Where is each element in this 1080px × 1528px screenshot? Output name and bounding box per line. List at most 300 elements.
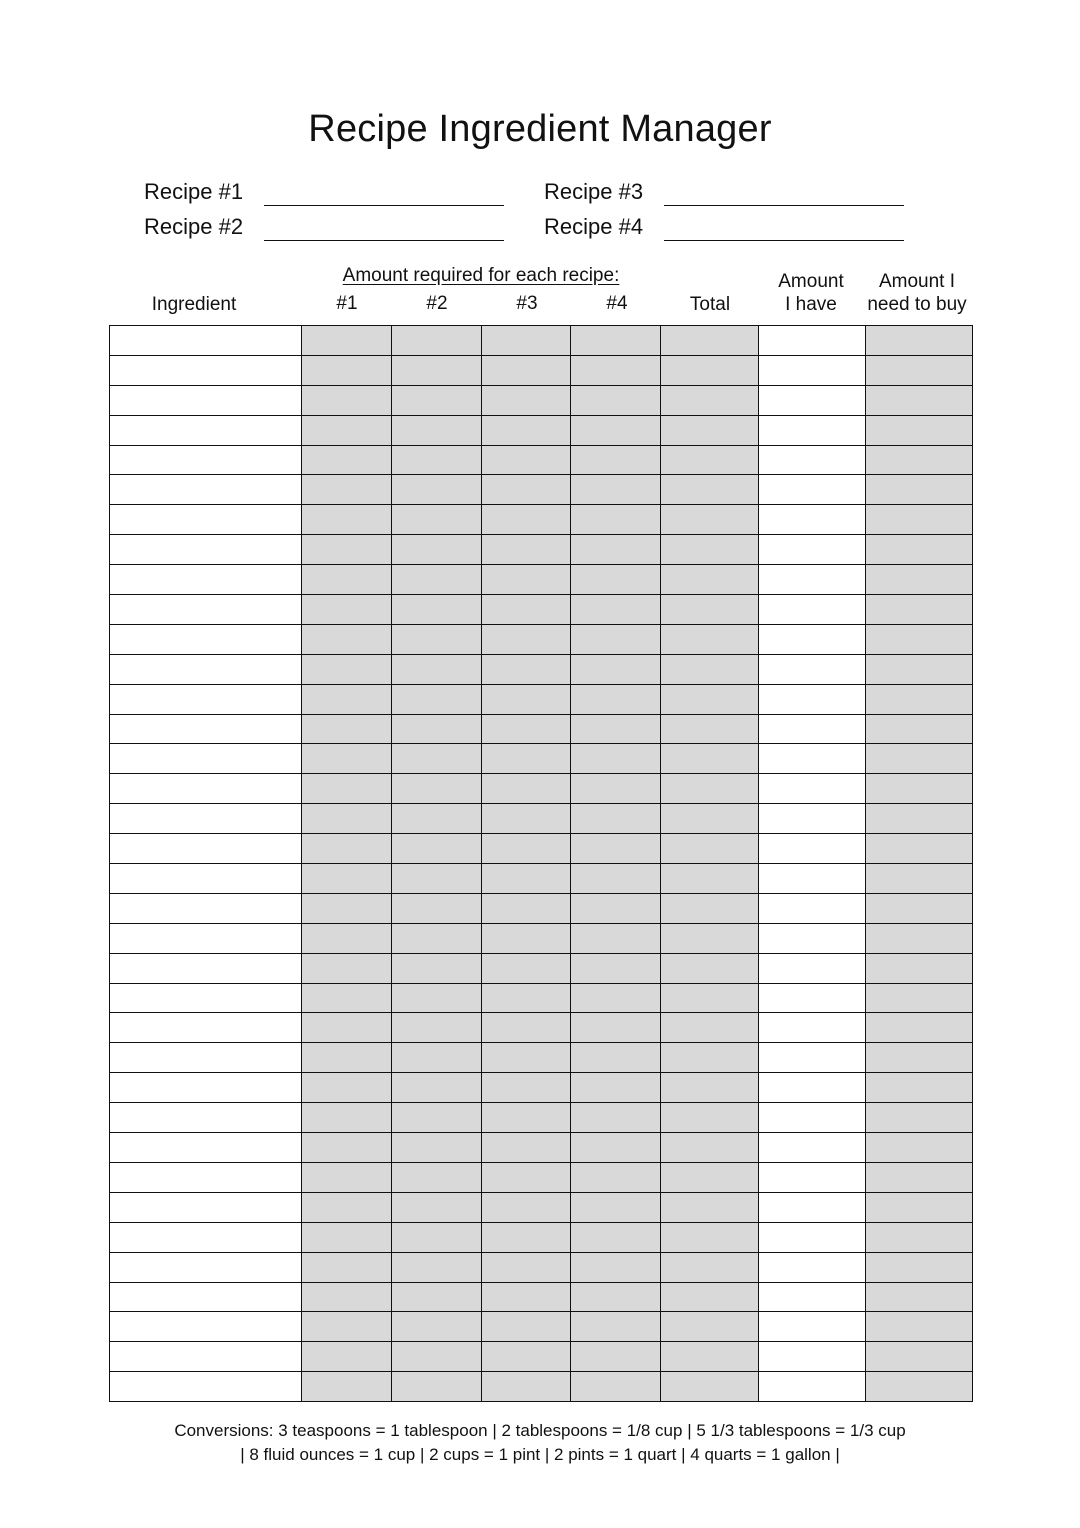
amount-to-buy-cell[interactable] (866, 385, 973, 415)
total-cell[interactable] (661, 774, 759, 804)
recipe-3-amount-cell[interactable] (482, 595, 571, 625)
total-cell[interactable] (661, 864, 759, 894)
total-cell[interactable] (661, 654, 759, 684)
amount-to-buy-cell[interactable] (866, 565, 973, 595)
recipe-3-field[interactable] (544, 172, 904, 206)
ingredient-cell[interactable] (110, 1043, 302, 1073)
recipe-1-amount-cell[interactable] (302, 1043, 392, 1073)
recipe-1-amount-cell[interactable] (302, 923, 392, 953)
recipe-1-amount-cell[interactable] (302, 385, 392, 415)
amount-to-buy-cell[interactable] (866, 1133, 973, 1163)
recipe-2-amount-cell[interactable] (392, 535, 482, 565)
recipe-1-amount-cell[interactable] (302, 1252, 392, 1282)
recipe-4-amount-cell[interactable] (571, 1282, 661, 1312)
amount-to-buy-cell[interactable] (866, 624, 973, 654)
amount-to-buy-cell[interactable] (866, 804, 973, 834)
recipe-2-amount-cell[interactable] (392, 415, 482, 445)
recipe-3-amount-cell[interactable] (482, 445, 571, 475)
recipe-1-amount-cell[interactable] (302, 654, 392, 684)
total-cell[interactable] (661, 1162, 759, 1192)
ingredient-cell[interactable] (110, 1192, 302, 1222)
recipe-1-amount-cell[interactable] (302, 1192, 392, 1222)
amount-to-buy-cell[interactable] (866, 1372, 973, 1402)
recipe-4-amount-cell[interactable] (571, 654, 661, 684)
total-cell[interactable] (661, 714, 759, 744)
recipe-4-amount-cell[interactable] (571, 774, 661, 804)
recipe-4-amount-cell[interactable] (571, 953, 661, 983)
amount-to-buy-cell[interactable] (866, 774, 973, 804)
recipe-2-amount-cell[interactable] (392, 953, 482, 983)
ingredient-cell[interactable] (110, 1073, 302, 1103)
amount-i-have-cell[interactable] (759, 1312, 866, 1342)
amount-to-buy-cell[interactable] (866, 654, 973, 684)
total-cell[interactable] (661, 1043, 759, 1073)
recipe-1-amount-cell[interactable] (302, 953, 392, 983)
recipe-1-amount-cell[interactable] (302, 475, 392, 505)
recipe-4-amount-cell[interactable] (571, 505, 661, 535)
recipe-1-amount-cell[interactable] (302, 1103, 392, 1133)
recipe-2-amount-cell[interactable] (392, 774, 482, 804)
total-cell[interactable] (661, 565, 759, 595)
recipe-2-amount-cell[interactable] (392, 1043, 482, 1073)
amount-to-buy-cell[interactable] (866, 1073, 973, 1103)
amount-to-buy-column-header (864, 270, 970, 316)
recipe-4-amount-cell[interactable] (571, 893, 661, 923)
amount-i-have-cell[interactable] (759, 415, 866, 445)
recipe-2-field[interactable] (144, 207, 504, 241)
amount-i-have-cell[interactable] (759, 505, 866, 535)
recipe-2-amount-cell[interactable] (392, 744, 482, 774)
recipe-3-amount-cell[interactable] (482, 1103, 571, 1133)
recipe-4-amount-cell[interactable] (571, 1043, 661, 1073)
recipe-1-amount-cell[interactable] (302, 1312, 392, 1342)
total-cell[interactable] (661, 1013, 759, 1043)
recipe-3-amount-cell[interactable] (482, 774, 571, 804)
amount-i-have-cell[interactable] (759, 475, 866, 505)
total-cell[interactable] (661, 1282, 759, 1312)
recipe-4-amount-cell[interactable] (571, 595, 661, 625)
recipe-2-amount-cell[interactable] (392, 565, 482, 595)
recipe-3-amount-cell[interactable] (482, 415, 571, 445)
total-cell[interactable] (661, 415, 759, 445)
recipe-3-amount-cell[interactable] (482, 1222, 571, 1252)
amount-to-buy-cell[interactable] (866, 1222, 973, 1252)
recipe-2-amount-cell[interactable] (392, 684, 482, 714)
amount-to-buy-cell[interactable] (866, 983, 973, 1013)
recipe-3-amount-cell[interactable] (482, 1372, 571, 1402)
recipe-3-amount-cell[interactable] (482, 1013, 571, 1043)
recipe-3-blank[interactable] (664, 178, 904, 206)
recipe-2-amount-cell[interactable] (392, 893, 482, 923)
recipe-4-amount-cell[interactable] (571, 1342, 661, 1372)
recipe-3-amount-cell[interactable] (482, 1043, 571, 1073)
recipe-4-amount-cell[interactable] (571, 355, 661, 385)
recipe-1-amount-cell[interactable] (302, 445, 392, 475)
amount-to-buy-cell[interactable] (866, 1342, 973, 1372)
amount-i-have-cell[interactable] (759, 654, 866, 684)
ingredient-cell[interactable] (110, 1372, 302, 1402)
recipe-3-amount-cell[interactable] (482, 565, 571, 595)
total-cell[interactable] (661, 445, 759, 475)
total-cell[interactable] (661, 624, 759, 654)
recipe-3-amount-cell[interactable] (482, 1162, 571, 1192)
recipe-2-amount-cell[interactable] (392, 864, 482, 894)
recipe-3-amount-cell[interactable] (482, 923, 571, 953)
amount-i-have-cell[interactable] (759, 1073, 866, 1103)
recipe-3-amount-cell[interactable] (482, 893, 571, 923)
ingredient-cell[interactable] (110, 1013, 302, 1043)
amount-i-have-cell[interactable] (759, 804, 866, 834)
ingredient-cell[interactable] (110, 505, 302, 535)
amount-i-have-cell[interactable] (759, 1342, 866, 1372)
recipe-2-amount-cell[interactable] (392, 1162, 482, 1192)
recipe-2-amount-cell[interactable] (392, 804, 482, 834)
recipe-1-amount-cell[interactable] (302, 714, 392, 744)
total-cell[interactable] (661, 1252, 759, 1282)
recipe-2-amount-cell[interactable] (392, 355, 482, 385)
recipe-1-blank[interactable] (264, 178, 504, 206)
recipe-4-amount-cell[interactable] (571, 804, 661, 834)
amount-to-buy-cell[interactable] (866, 1162, 973, 1192)
amount-to-buy-cell[interactable] (866, 953, 973, 983)
ingredient-cell[interactable] (110, 1133, 302, 1163)
amount-to-buy-cell[interactable] (866, 445, 973, 475)
recipe-1-amount-cell[interactable] (302, 535, 392, 565)
recipe-1-field[interactable] (144, 172, 504, 206)
recipe-4-amount-cell[interactable] (571, 1162, 661, 1192)
recipe-3-amount-cell[interactable] (482, 1282, 571, 1312)
recipe-4-amount-cell[interactable] (571, 1372, 661, 1402)
amount-to-buy-cell[interactable] (866, 1252, 973, 1282)
recipe-3-amount-cell[interactable] (482, 1133, 571, 1163)
amount-i-have-cell[interactable] (759, 1222, 866, 1252)
total-cell[interactable] (661, 1342, 759, 1372)
total-cell[interactable] (661, 535, 759, 565)
amount-i-have-cell[interactable] (759, 714, 866, 744)
recipe-2-amount-cell[interactable] (392, 1342, 482, 1372)
recipe-3-amount-cell[interactable] (482, 983, 571, 1013)
recipe-1-amount-cell[interactable] (302, 864, 392, 894)
recipe-4-amount-cell[interactable] (571, 864, 661, 894)
ingredient-cell[interactable] (110, 595, 302, 625)
recipe-3-amount-cell[interactable] (482, 864, 571, 894)
recipe-1-amount-cell[interactable] (302, 1073, 392, 1103)
recipe-1-amount-cell[interactable] (302, 1282, 392, 1312)
recipe-4-amount-cell[interactable] (571, 1192, 661, 1222)
recipe-2-amount-cell[interactable] (392, 1103, 482, 1133)
total-cell[interactable] (661, 1073, 759, 1103)
recipe-2-amount-cell[interactable] (392, 1252, 482, 1282)
amount-to-buy-cell[interactable] (866, 1013, 973, 1043)
amount-to-buy-cell[interactable] (866, 834, 973, 864)
recipe-2-amount-cell[interactable] (392, 1013, 482, 1043)
recipe-1-amount-cell[interactable] (302, 1342, 392, 1372)
amount-to-buy-cell[interactable] (866, 893, 973, 923)
recipe-1-amount-cell[interactable] (302, 326, 392, 356)
recipe-4-amount-cell[interactable] (571, 983, 661, 1013)
amount-i-have-cell[interactable] (759, 1282, 866, 1312)
amount-i-have-cell[interactable] (759, 1192, 866, 1222)
recipe-4-amount-cell[interactable] (571, 684, 661, 714)
total-cell[interactable] (661, 475, 759, 505)
total-cell[interactable] (661, 1312, 759, 1342)
total-cell[interactable] (661, 893, 759, 923)
amount-i-have-cell[interactable] (759, 535, 866, 565)
amount-i-have-cell[interactable] (759, 923, 866, 953)
recipe-1-amount-cell[interactable] (302, 505, 392, 535)
recipe-1-amount-cell[interactable] (302, 1133, 392, 1163)
recipe-4-amount-cell[interactable] (571, 475, 661, 505)
amount-i-have-cell[interactable] (759, 774, 866, 804)
recipe-1-amount-cell[interactable] (302, 834, 392, 864)
recipe-2-amount-cell[interactable] (392, 714, 482, 744)
recipe-2-label: Recipe #2 (144, 214, 244, 239)
ingredient-cell[interactable] (110, 744, 302, 774)
amount-i-have-cell[interactable] (759, 1162, 866, 1192)
recipe-1-amount-cell[interactable] (302, 355, 392, 385)
recipe-2-amount-cell[interactable] (392, 624, 482, 654)
amount-i-have-cell[interactable] (759, 1043, 866, 1073)
recipe-3-amount-cell[interactable] (482, 475, 571, 505)
total-cell[interactable] (661, 1103, 759, 1133)
amount-i-have-cell[interactable] (759, 744, 866, 774)
recipe-1-amount-cell[interactable] (302, 415, 392, 445)
recipe-4-amount-cell[interactable] (571, 714, 661, 744)
recipe-4-amount-cell[interactable] (571, 923, 661, 953)
recipe-3-amount-cell[interactable] (482, 385, 571, 415)
recipe-1-amount-cell[interactable] (302, 1013, 392, 1043)
ingredient-cell[interactable] (110, 475, 302, 505)
recipe-3-amount-cell[interactable] (482, 804, 571, 834)
recipe-3-amount-cell[interactable] (482, 624, 571, 654)
ingredient-cell[interactable] (110, 355, 302, 385)
recipe-3-amount-cell[interactable] (482, 1342, 571, 1372)
amount-to-buy-cell[interactable] (866, 595, 973, 625)
recipe-1-amount-cell[interactable] (302, 624, 392, 654)
recipe-2-amount-cell[interactable] (392, 1372, 482, 1402)
recipe-2-amount-cell[interactable] (392, 326, 482, 356)
recipe-4-field[interactable] (544, 207, 904, 241)
recipe-3-amount-cell[interactable] (482, 326, 571, 356)
ingredient-cell[interactable] (110, 385, 302, 415)
recipe-1-amount-cell[interactable] (302, 1372, 392, 1402)
total-cell[interactable] (661, 923, 759, 953)
amount-i-have-cell[interactable] (759, 595, 866, 625)
recipe-3-amount-cell[interactable] (482, 834, 571, 864)
recipe-2-amount-cell[interactable] (392, 834, 482, 864)
amount-i-have-cell[interactable] (759, 355, 866, 385)
ingredient-cell[interactable] (110, 684, 302, 714)
recipe-4-amount-cell[interactable] (571, 1133, 661, 1163)
recipe-2-amount-cell[interactable] (392, 445, 482, 475)
recipe-2-amount-cell[interactable] (392, 505, 482, 535)
ingredient-cell[interactable] (110, 714, 302, 744)
recipe-3-amount-cell[interactable] (482, 355, 571, 385)
recipe-2-blank[interactable] (264, 213, 504, 241)
amount-i-have-cell[interactable] (759, 565, 866, 595)
ingredient-cell[interactable] (110, 1282, 302, 1312)
recipe-1-amount-cell[interactable] (302, 1222, 392, 1252)
ingredient-cell[interactable] (110, 864, 302, 894)
ingredient-cell[interactable] (110, 1222, 302, 1252)
recipe-2-amount-cell[interactable] (392, 923, 482, 953)
amount-i-have-cell[interactable] (759, 326, 866, 356)
ingredient-cell[interactable] (110, 893, 302, 923)
recipe-1-amount-cell[interactable] (302, 983, 392, 1013)
recipe-3-amount-cell[interactable] (482, 505, 571, 535)
amount-i-have-cell[interactable] (759, 864, 866, 894)
ingredient-cell[interactable] (110, 1252, 302, 1282)
recipe-3-amount-cell[interactable] (482, 1192, 571, 1222)
recipe-4-amount-cell[interactable] (571, 535, 661, 565)
recipe-4-amount-cell[interactable] (571, 834, 661, 864)
recipe-1-amount-cell[interactable] (302, 565, 392, 595)
amount-i-have-cell[interactable] (759, 1252, 866, 1282)
recipe-2-amount-cell[interactable] (392, 385, 482, 415)
ingredient-cell[interactable] (110, 445, 302, 475)
recipe-2-amount-cell[interactable] (392, 1312, 482, 1342)
total-cell[interactable] (661, 953, 759, 983)
recipe-2-amount-cell[interactable] (392, 1133, 482, 1163)
amount-i-have-cell[interactable] (759, 893, 866, 923)
total-cell[interactable] (661, 505, 759, 535)
recipe-4-amount-cell[interactable] (571, 744, 661, 774)
recipe-2-amount-cell[interactable] (392, 654, 482, 684)
recipe-4-amount-cell[interactable] (571, 1252, 661, 1282)
amount-i-have-cell[interactable] (759, 953, 866, 983)
recipe-1-amount-cell[interactable] (302, 804, 392, 834)
amount-i-have-cell[interactable] (759, 1372, 866, 1402)
amount-to-buy-cell[interactable] (866, 1043, 973, 1073)
recipe-2-amount-cell[interactable] (392, 475, 482, 505)
amount-to-buy-cell[interactable] (866, 1312, 973, 1342)
amount-to-buy-cell[interactable] (866, 475, 973, 505)
total-cell[interactable] (661, 1372, 759, 1402)
amount-i-have-cell[interactable] (759, 1013, 866, 1043)
ingredient-cell[interactable] (110, 804, 302, 834)
ingredient-cell[interactable] (110, 953, 302, 983)
total-cell[interactable] (661, 355, 759, 385)
recipe-4-amount-cell[interactable] (571, 1073, 661, 1103)
amount-to-buy-cell[interactable] (866, 326, 973, 356)
ingredient-cell[interactable] (110, 774, 302, 804)
ingredient-cell[interactable] (110, 415, 302, 445)
amount-i-have-cell[interactable] (759, 1133, 866, 1163)
recipe-3-amount-cell[interactable] (482, 535, 571, 565)
recipe-4-amount-cell[interactable] (571, 445, 661, 475)
recipe-1-amount-cell[interactable] (302, 893, 392, 923)
recipe-3-amount-cell[interactable] (482, 744, 571, 774)
total-cell[interactable] (661, 385, 759, 415)
recipe-2-amount-cell[interactable] (392, 1073, 482, 1103)
amount-i-have-cell[interactable] (759, 834, 866, 864)
amount-i-have-cell[interactable] (759, 624, 866, 654)
ingredient-cell[interactable] (110, 1162, 302, 1192)
ingredient-cell[interactable] (110, 923, 302, 953)
recipe-2-amount-cell[interactable] (392, 1192, 482, 1222)
recipe-1-amount-cell[interactable] (302, 1162, 392, 1192)
total-cell[interactable] (661, 804, 759, 834)
recipe-2-amount-cell[interactable] (392, 1282, 482, 1312)
total-cell[interactable] (661, 834, 759, 864)
recipe-1-amount-cell[interactable] (302, 595, 392, 625)
total-cell[interactable] (661, 983, 759, 1013)
recipe-4-amount-cell[interactable] (571, 1312, 661, 1342)
recipe-4-amount-cell[interactable] (571, 326, 661, 356)
ingredient-cell[interactable] (110, 654, 302, 684)
amount-i-have-cell[interactable] (759, 385, 866, 415)
recipe-3-amount-cell[interactable] (482, 1073, 571, 1103)
amount-to-buy-cell[interactable] (866, 923, 973, 953)
total-cell[interactable] (661, 595, 759, 625)
recipe-2-amount-cell[interactable] (392, 983, 482, 1013)
recipe-1-amount-cell[interactable] (302, 774, 392, 804)
ingredient-cell[interactable] (110, 565, 302, 595)
recipe-4-amount-cell[interactable] (571, 624, 661, 654)
ingredient-cell[interactable] (110, 624, 302, 654)
total-cell[interactable] (661, 1192, 759, 1222)
recipe-4-amount-cell[interactable] (571, 1013, 661, 1043)
ingredient-cell[interactable] (110, 326, 302, 356)
table-row (110, 1073, 973, 1103)
table-row (110, 385, 973, 415)
ingredient-cell[interactable] (110, 983, 302, 1013)
recipe-3-amount-cell[interactable] (482, 953, 571, 983)
ingredient-cell[interactable] (110, 1312, 302, 1342)
total-cell[interactable] (661, 326, 759, 356)
recipe-1-amount-cell[interactable] (302, 744, 392, 774)
recipe-1-amount-cell[interactable] (302, 684, 392, 714)
amount-to-buy-cell[interactable] (866, 684, 973, 714)
recipe-4-amount-cell[interactable] (571, 415, 661, 445)
total-cell[interactable] (661, 1133, 759, 1163)
recipe-3-amount-cell[interactable] (482, 684, 571, 714)
amount-to-buy-cell[interactable] (866, 1282, 973, 1312)
recipe-3-amount-cell[interactable] (482, 1252, 571, 1282)
ingredient-cell[interactable] (110, 834, 302, 864)
recipe-3-amount-cell[interactable] (482, 654, 571, 684)
amount-to-buy-cell[interactable] (866, 1103, 973, 1133)
recipe-4-blank[interactable] (664, 213, 904, 241)
recipe-3-amount-cell[interactable] (482, 714, 571, 744)
amount-i-have-cell[interactable] (759, 1103, 866, 1133)
ingredient-cell[interactable] (110, 1342, 302, 1372)
amount-to-buy-cell[interactable] (866, 355, 973, 385)
amount-to-buy-cell[interactable] (866, 535, 973, 565)
ingredient-cell[interactable] (110, 1103, 302, 1133)
recipe-4-amount-cell[interactable] (571, 385, 661, 415)
recipe-2-amount-cell[interactable] (392, 1222, 482, 1252)
amount-to-buy-cell[interactable] (866, 714, 973, 744)
recipe-4-amount-cell[interactable] (571, 565, 661, 595)
amount-to-buy-cell[interactable] (866, 505, 973, 535)
amount-to-buy-cell[interactable] (866, 744, 973, 774)
amount-i-have-cell[interactable] (759, 445, 866, 475)
amount-i-have-cell[interactable] (759, 983, 866, 1013)
total-cell[interactable] (661, 684, 759, 714)
total-cell[interactable] (661, 1222, 759, 1252)
amount-to-buy-cell[interactable] (866, 864, 973, 894)
amount-to-buy-cell[interactable] (866, 1192, 973, 1222)
recipe-2-amount-cell[interactable] (392, 595, 482, 625)
amount-to-buy-cell[interactable] (866, 415, 973, 445)
recipe-4-amount-cell[interactable] (571, 1103, 661, 1133)
ingredient-cell[interactable] (110, 535, 302, 565)
total-cell[interactable] (661, 744, 759, 774)
recipe-4-amount-cell[interactable] (571, 1222, 661, 1252)
recipe-3-amount-cell[interactable] (482, 1312, 571, 1342)
amount-i-have-cell[interactable] (759, 684, 866, 714)
